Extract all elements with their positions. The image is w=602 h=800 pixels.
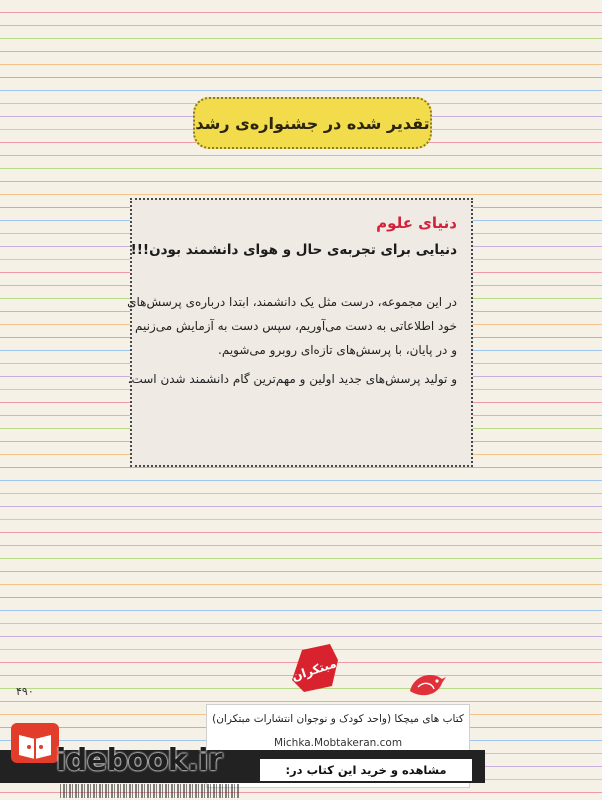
publisher-name: کتاب های میچکا (واحد کودک و نوجوان انتشارات مبتکران) xyxy=(212,713,464,725)
description-line-1: در این مجموعه، درست مثل یک دانشمند، ابتدا درباره‌ی پرسش‌های xyxy=(127,295,457,309)
book-icon xyxy=(11,723,59,763)
description-conclusion: و تولید پرسش‌های جدید اولین و مهم‌ترین گام دانشمند شدن است. xyxy=(127,372,457,386)
description-line-2: خود اطلاعاتی به دست می‌آوریم، سپس دست به آزمایش می‌زنیم xyxy=(135,319,457,333)
barcode xyxy=(60,784,240,798)
publisher-logo-text: مبتکران xyxy=(289,656,339,684)
series-title: دنیای علوم xyxy=(376,214,457,232)
publisher-website: Michka.Mobtakeran.com xyxy=(273,737,403,749)
bird-icon xyxy=(404,661,448,705)
award-badge-text: تقدیر شده در جشنواره‌ی رشد xyxy=(195,113,430,133)
series-subtitle: دنیایی برای تجربه‌ی حال و هوای دانشمند بودن!!! xyxy=(130,242,457,258)
award-badge xyxy=(193,97,432,149)
watermark-cta: مشاهده و خرید این کتاب در: xyxy=(260,759,472,781)
price-number: ۴۹۰ xyxy=(16,685,34,698)
description-line-3: و در پایان، با پرسش‌های تازه‌ای روبرو می‌شویم. xyxy=(218,343,457,357)
watermark-domain[interactable]: idebook.ir xyxy=(56,743,223,778)
publisher-logo xyxy=(284,640,344,696)
description-panel xyxy=(127,198,473,467)
